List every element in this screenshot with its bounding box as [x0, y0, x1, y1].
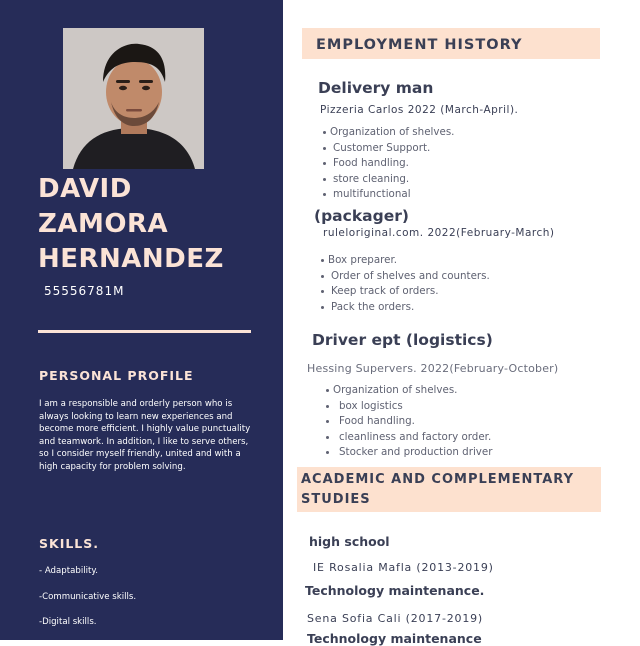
education-title: high school: [309, 534, 390, 549]
education-subtitle: IE Rosalia Mafla (2013-2019): [313, 561, 494, 574]
job-subtitle: Hessing Supervers. 2022(February-October): [307, 362, 559, 375]
employment-heading: EMPLOYMENT HISTORY: [302, 28, 600, 59]
full-name: [38, 172, 278, 277]
job-title: Delivery man: [318, 79, 434, 97]
profile-heading: PERSONAL PROFILE: [39, 368, 194, 383]
profile-text: I am a responsible and orderly person who is always looking to learn new experiences and become more efficient. I highly value punctuality and teamwork. In addition, I like to serve others, so I consider myself friendly, united and with a high capacity for problem solving.: [39, 399, 251, 472]
list-item: Order of shelves and counters.: [328, 269, 490, 285]
job-title: (packager): [314, 207, 409, 225]
phone-number: 55556781M: [44, 284, 125, 298]
name-line-first: DAVID: [38, 174, 132, 204]
list-item: Food handling.: [333, 414, 492, 430]
list-item: Organization of shelves.: [333, 383, 492, 399]
avatar: [63, 28, 204, 169]
list-item: cleanliness and factory order.: [333, 430, 492, 446]
academic-heading: [297, 467, 601, 512]
name-line-middle: ZAMORA: [38, 209, 169, 239]
cutoff-text: Technology maintenance: [307, 631, 482, 646]
job-subtitle: Pizzeria Carlos 2022 (March-April).: [320, 104, 519, 116]
skill-item: -Digital skills.: [39, 617, 97, 627]
academic-heading-line2: STUDIES: [301, 492, 371, 507]
list-item: Pack the orders.: [328, 300, 490, 316]
job-subtitle: ruleloriginal.com. 2022(February-March): [323, 227, 555, 239]
list-item: Box preparer.: [328, 253, 490, 269]
list-item: box logistics: [333, 399, 492, 415]
education-subtitle: Sena Sofia Cali (2017-2019): [307, 612, 484, 625]
main-content: [283, 0, 640, 646]
job-duties-list: [330, 125, 454, 203]
list-item: multifunctional: [330, 187, 454, 203]
list-item: Stocker and production driver: [333, 445, 492, 461]
skill-item: - Adaptability.: [39, 566, 98, 576]
list-item: Customer Support.: [330, 141, 454, 157]
list-item: Food handling.: [330, 156, 454, 172]
skills-heading: SKILLS.: [39, 536, 100, 551]
job-duties-list: [333, 383, 492, 461]
education-title: Technology maintenance.: [305, 583, 485, 598]
skill-item: -Communicative skills.: [39, 592, 137, 602]
academic-heading-line1: ACADEMIC AND COMPLEMENTARY: [301, 472, 574, 487]
list-item: store cleaning.: [330, 172, 454, 188]
list-item: Keep track of orders.: [328, 284, 490, 300]
job-title: Driver ept (logistics): [312, 331, 493, 349]
list-item: Organization of shelves.: [330, 125, 454, 141]
sidebar-divider: [38, 330, 251, 333]
sidebar: [0, 0, 283, 640]
job-duties-list: [328, 253, 490, 315]
avatar-photo-icon: [63, 28, 204, 169]
name-line-last: HERNANDEZ: [38, 244, 224, 274]
